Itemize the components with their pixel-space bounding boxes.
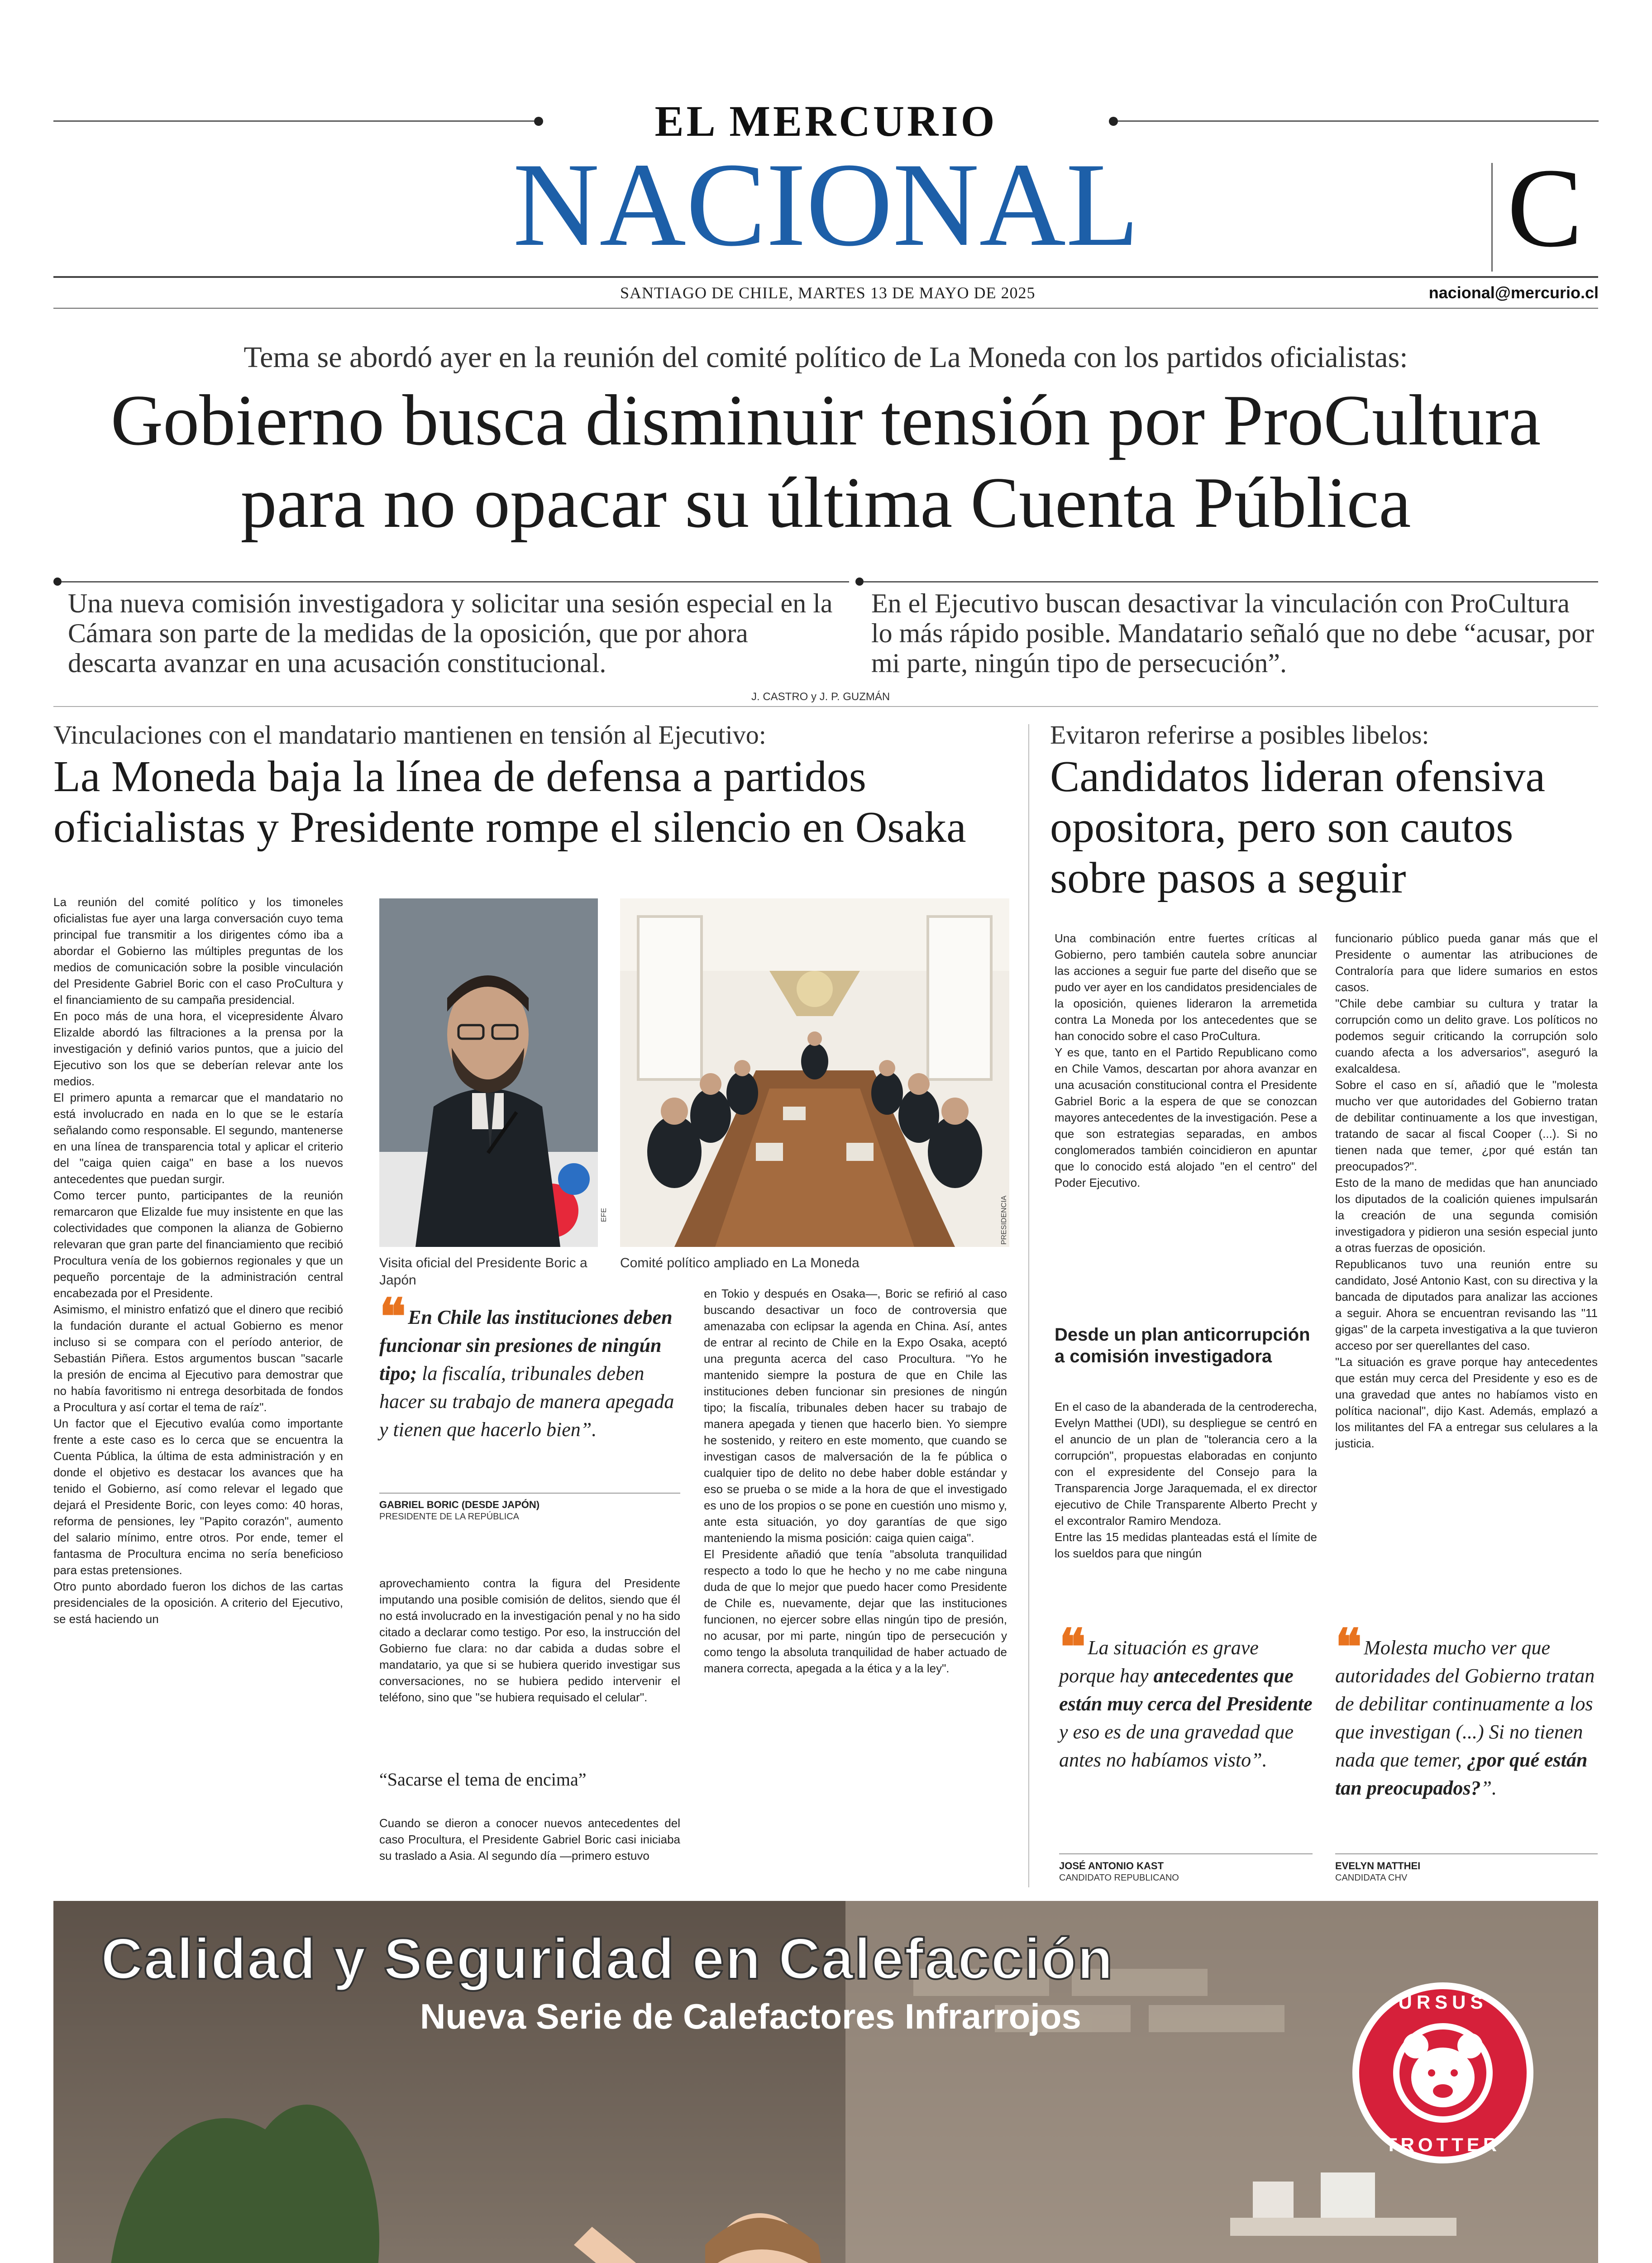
story-left-column-2: aprovechamiento contra la figura del Presidente imputando una posible comisión de delitos, siendo que él no está involucrado en la investigación penal y no ha sido citado a declarar como testigo. Por eso, la instrucción del Gobierno fue clara: no dar cabida a dudas sobre el mandatario, ya que si se hubiera querido investigar sus conversaciones, no se hubiera pedido intervenir el teléfono, sino que "se hubiera requisado el celular". (379, 1576, 680, 1704)
quote-matthei (1335, 1620, 1598, 1802)
quote-boric-author: GABRIEL BORIC (DESDE JAPÓN) (379, 1499, 540, 1510)
quote-kast-rule (1059, 1853, 1313, 1854)
dateline: SANTIAGO DE CHILE, MARTES 13 DE MAYO DE 2025 (620, 284, 1036, 302)
photo-boric-caption: Visita oficial del Presidente Boric a Japón (379, 1256, 587, 1288)
lead-headline-line1: Gobierno busca disminuir tensión por ProCultura (110, 380, 1541, 460)
byline: J. CASTRO y J. P. GUZMÁN (751, 691, 890, 703)
quote-mark-icon: ❝ (1059, 1620, 1086, 1675)
quote-matthei-rule (1335, 1853, 1598, 1854)
quote-boric-strong: En Chile las instituciones deben funcionar sin presiones de ningún tipo; (379, 1306, 673, 1385)
story-left-subhead: “Sacarse el tema de encima” (379, 1769, 587, 1790)
section-letter-divider (1491, 163, 1493, 272)
quote-matthei-part1: Molesta mucho ver que autoridades del Gobierno tratan de debilitar continuamente a los que investigan (...) Si no tienen nada que temer, (1335, 1637, 1595, 1771)
photo-comite-caption: Comité político ampliado en La Moneda (620, 1256, 859, 1270)
deck-left-rule (62, 581, 849, 582)
masthead-rule-left (53, 120, 534, 122)
ad-subheadline: Nueva Serie de Calefactores Infrarrojos (420, 1996, 1081, 2036)
story-right-column-1b: En el caso de la abanderada de la centroderecha, Evelyn Matthei (UDI), su despliegue se centró en el anuncio de un plan de "tolerancia cero a la corrupción", propuestas elaboradas en conjunto con el expresidente del Consejo para la Transparencia Jorge Jaraquemada, el ex director ejecutivo de Chile Transparente Alberto Precht y el excontralor Ramiro Mendoza. Entre las 15 medidas planteadas está el límite de los sueldos para que ningún (1055, 1400, 1317, 1560)
quote-matthei-strong: ¿por qué están tan preocupados? (1335, 1749, 1588, 1799)
dateline-top-rule (53, 276, 1598, 278)
quote-mark-icon: ❝ (1335, 1620, 1362, 1675)
photo-boric-japan (379, 898, 598, 1247)
story-right-kicker: Evitaron referirse a posibles libelos: (1050, 720, 1429, 750)
paper-name: EL MERCURIO (654, 97, 998, 145)
story-left-column-1: La reunión del comité político y los timoneles oficialistas fue ayer una larga conversación cuyo tema principal fue transmitir a los dirigentes cómo iba a abordar el Gobierno las múltiples preguntas de los medios de comunicación sobre la posible vinculación del Presidente Gabriel Boric con el caso ProCultura y el financiamiento de su campaña presidencial. En poco más de una hora, el vicepresidente Álvaro Elizalde abordó las filtraciones a la prensa por la investigación y definió varios puntos, que a juicio del Ejecutivo son los que se deberían relevar ante los medios. El primero apunta a remarcar que el mandatario no está involucrado en nada en lo que se le estaría señalando como responsable. El segundo, mantenerse en una línea de transparencia total y aplicar el criterio del "caiga quien caiga" en base a los nuevos antecedentes que puedan surgir. Como tercer punto, participantes de la reunión remarcaron que Elizalde fue muy insistente en que las colectividades que componen la alianza de Gobierno relevaran que gran parte del financiamiento que recibió Procultura venía de los gobiernos regionales y que un pequeño porcentaje de la administración central encabezada por el Presidente. Asimismo, el ministro enfatizó que el dinero que recibió la fundación durante el actual Gobierno es menor incluso si se compara con el período anterior, de Sebastián Piñera. Estos argumentos buscan "sacarle la presión de encima al Ejecutivo para demostrar que no había favoritismo ni entrega desorbitada de fondos a Procultura y así cortar el tema de raíz". Un factor que el Ejecutivo evalúa como importante frente a este caso es lo cerca que se encuentra la Cuenta Pública, la última de esta administración y en donde el objetivo es destacar los avances que ha tenido el Gobierno, así como relevar el legado que dejará el Presidente Boric, con leyes como: 40 horas, reforma de pensiones, ley "Papito corazón", aumento del salario mínimo, entre otros. Por ende, temer el fantasma de Procultura encima no sería beneficioso para estas pretensiones. Otro punto abordado fueron los dichos de las cartas presidenciales de la oposición. A criterio del Ejecutivo, se está haciendo un (53, 895, 343, 1626)
quote-kast-role: CANDIDATO REPUBLICANO (1059, 1873, 1179, 1883)
deck-left: Una nueva comisión investigadora y solicitar una sesión especial en la Cámara son parte de la medidas de la oposición, que por ahora descarta avanzar en una acusación constitucional. (68, 588, 833, 678)
lead-headline-line2: para no opacar su última Cuenta Pública (240, 462, 1411, 543)
quote-boric-rest: la fiscalía, tribunales deben hacer su trabajo de manera apegada y tienen que hacerlo bien”. (379, 1362, 674, 1441)
lead-kicker: Tema se abordó ayer en la reunión del comité político de La Moneda con los partidos oficialistas: (244, 341, 1408, 374)
story-left-column-2b: Cuando se dieron a conocer nuevos antecedentes del caso Procultura, el Presidente Gabriel Boric casi iniciaba su traslado a Asia. Al segundo día —primero estuvo (379, 1816, 680, 1862)
quote-matthei-role: CANDIDATA CHV (1335, 1873, 1408, 1883)
story-right-column-1: Una combinación entre fuertes críticas al Gobierno, pero también cautela sobre anunciar las acciones a seguir fue parte del diseño que se pudo ver ayer en los candidatos presidenciales de la oposición, quienes lideraron la arremetida contra La Moneda por los antecedentes que se han conocido sobre el caso ProCultura. Y es que, tanto en el Partido Republicano como en Chile Vamos, descartan por ahora avanzar en una acusación constitucional contra el Presidente Gabriel Boric a la espera de que se conozcan mayores antecedentes de la investigación. Pese a que son estrategias separadas, en ambos conglomerados también coincidieron en apuntar que lo conocido está alojado "en el centro" del Poder Ejecutivo. (1055, 931, 1317, 1189)
deck-right-rule (864, 581, 1598, 582)
quote-kast (1059, 1620, 1313, 1774)
quote-kast-author: JOSÉ ANTONIO KAST (1059, 1860, 1164, 1872)
story-left-column-3: en Tokio y después en Osaka—, Boric se refirió al caso buscando desactivar un foco de controversia que amenazaba con eclipsar la agenda en China. Así, antes de entrar al recinto de Chile en la Expo Osaka, aceptó una pregunta acerca del caso Procultura. "Yo he mantenido siempre la postura de que en Chile las instituciones deben funcionar sin presiones de ningún tipo; la fiscalía, tribunales deben hacer su trabajo de manera apegada y tienen que hacerlo bien. Yo siempre he sostenido, y reitero en este momento, que cuando se investigan casos de malversación de la fe pública o cualquier tipo de delito no debe haber doble estándar y eso se prueba o se mide a la hora de que el investigado es uno de los propios o se pone en cuestión uno mismo y, ante esta situación, yo doy garantías de que sigo manteniendo la misma posición: caiga quien caiga". El Presidente añadió que tenía "absoluta tranquilidad respecto a todo lo que he hecho y no me cabe ninguna duda de que lo mejor que puedo hacer como Presidente de Chile es, nuevamente, dejar que las instituciones funcionen, no ejercer sobre ellas ningún tipo de presión, no acusar, por mi parte, ningún tipo de persecución y como tengo la absoluta tranquilidad de haber actuado de manera correcta, apegada a la ética y a la ley". (704, 1287, 1007, 1675)
section-email[interactable]: nacional@mercurio.cl (1428, 283, 1599, 302)
quote-kast-strong: antecedentes que están muy cerca del Presidente (1059, 1665, 1313, 1715)
ursus-trotter-logo[interactable] (1348, 1978, 1538, 2168)
brand-bottom: TROTTER (1385, 2134, 1501, 2155)
masthead-dot-left (534, 117, 543, 126)
section-name: NACIONAL (513, 138, 1139, 271)
quote-matthei-part3: ”. (1480, 1777, 1497, 1799)
story-right-subhead: Desde un plan anticorrupción a comisión investigadora (1055, 1325, 1310, 1366)
dateline-bottom-rule (53, 308, 1598, 309)
story-divider-vertical (1028, 724, 1029, 1887)
story-left-headline-line2: oficialistas y Presidente rompe el silencio en Osaka (53, 803, 966, 852)
quote-matthei-author: EVELYN MATTHEI (1335, 1860, 1421, 1872)
story-left-kicker: Vinculaciones con el mandatario mantienen en tensión al Ejecutivo: (53, 720, 766, 750)
heater-advertisement[interactable] (53, 1901, 1598, 2263)
ad-headline: Calidad y Seguridad en Calefacción (101, 1927, 1114, 1991)
masthead-rule-right (1118, 120, 1599, 122)
masthead-dot-right (1109, 117, 1118, 126)
story-left-headline-line1: La Moneda baja la línea de defensa a partidos (53, 752, 866, 801)
story-right-headline-line2: opositora, pero son cautos (1050, 803, 1514, 852)
story-right-headline-line1: Candidatos lideran ofensiva (1050, 752, 1546, 801)
quote-boric (379, 1289, 680, 1444)
brand-top: URSUS (1398, 1991, 1488, 2013)
story-right-headline-line3: sobre pasos a seguir (1050, 854, 1406, 902)
photo-comite-politico (620, 898, 1009, 1247)
quote-kast-part3: y eso es de una gravedad que antes no habíamos visto”. (1059, 1721, 1294, 1771)
deck-right-dot (855, 578, 864, 586)
photo-comite-credit: PRESIDENCIA (1000, 1195, 1008, 1245)
story-right-column-2: funcionario público pueda ganar más que el Presidente o aumentar las atribuciones de Contraloría para que lidere sumarios en estos casos. "Chile debe cambiar su cultura y tratar la corrupción como un delito grave. Los políticos no podemos seguir criticando la corrupción solo cuando afecta a los adversarios", aseguró la exalcaldesa. Sobre el caso en sí, añadió que le "molesta mucho ver que autoridades del Gobierno tratan de debilitar continuamente a los que investigan, tratando de sacar al fiscal Cooper (...). Si no tienen nada que temer, ¿por qué están tan preocupados?". Esto de la mano de medidas que han anunciado los diputados de la coalición quienes impulsarán la creación de una segunda comisión investigadora y pidieron una sesión especial junto a otras fuerzas de oposición. Republicanos tuvo una reunión entre su candidato, José Antonio Kast, con su directiva y la bancada de diputados para analizar las acciones a seguir. Ahora se encuentran revisando las "11 gigas" de la carpeta investigativa a la que tuvieron acceso por ser querellantes del caso. "La situación es grave porque hay antecedentes que están muy cerca del Presidente y eso es de una gravedad que antes no habíamos visto en política nacional", dijo Kast. Además, emplazó a los militantes del FA a entregar sus celulares a la justicia. (1335, 931, 1598, 1450)
quote-boric-rule (379, 1493, 680, 1494)
quote-boric-role: PRESIDENTE DE LA REPÚBLICA (379, 1512, 519, 1522)
deck-right: En el Ejecutivo buscan desactivar la vinculación con ProCultura lo más rápido posible. Mandatario señaló que no debe “acusar, por mi parte, ningún tipo de persecución”. (871, 588, 1595, 678)
lead-bottom-rule (53, 706, 1598, 707)
quote-kast-part1: La situación es grave porque hay (1059, 1637, 1259, 1687)
quote-mark-icon: ❝ (379, 1289, 406, 1345)
section-letter: C (1507, 145, 1583, 271)
deck-left-dot (53, 578, 62, 586)
photo-boric-credit: EFE (600, 1208, 608, 1222)
